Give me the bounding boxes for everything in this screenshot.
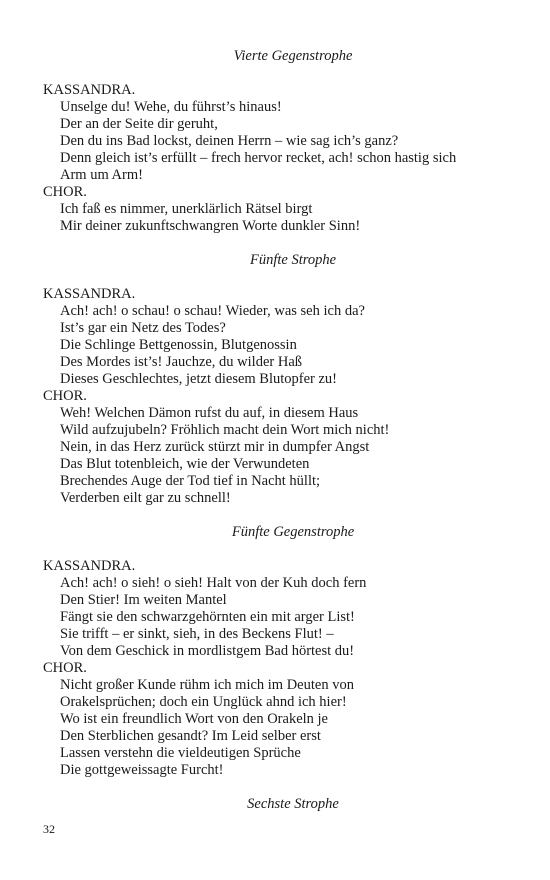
verse-line: Den Stier! Im weiten Mantel — [60, 592, 227, 608]
verse-line: Den du ins Bad lockst, deinen Herrn – wie sag ich’s ganz? — [60, 133, 399, 149]
speaker-name: CHOR. — [43, 388, 87, 404]
verse-line: Wo ist ein freundlich Wort von den Orakeln je — [60, 711, 328, 727]
verse-line: Der an der Seite dir geruht, — [60, 116, 218, 132]
verse-line: Lassen verstehn die vieldeutigen Sprüche — [60, 745, 301, 761]
verse-line: Orakelsprüchen; doch ein Unglück ahnd ich hier! — [60, 694, 347, 710]
verse-line: Fängt sie den schwarzgehörnten ein mit arger List! — [60, 609, 355, 625]
verse-line: Die Schlinge Bettgenossin, Blutgenossin — [60, 337, 297, 353]
speaker-name: CHOR. — [43, 660, 87, 676]
verse-line: Das Blut totenbleich, wie der Verwundeten — [60, 456, 310, 472]
verse-line: Brechendes Auge der Tod tief in Nacht hüllt; — [60, 473, 321, 489]
verse-line: Von dem Geschick in mordlistgem Bad hörtest du! — [60, 643, 355, 659]
section-heading: Fünfte Gegenstrophe — [231, 524, 355, 540]
speaker-name: KASSANDRA. — [43, 286, 136, 302]
verse-line: Ach! ach! o sieh! o sieh! Halt von der Kuh doch fern — [60, 575, 367, 591]
verse-line: Ich faß es nimmer, unerklärlich Rätsel birgt — [60, 201, 313, 217]
verse-line: Arm um Arm! — [60, 167, 143, 183]
verse-line: Nein, in das Herz zurück stürzt mir in dumpfer Angst — [60, 439, 370, 455]
verse-line: Ach! ach! o schau! o schau! Wieder, was seh ich da? — [60, 303, 365, 319]
speaker-name: KASSANDRA. — [43, 558, 136, 574]
section-heading: Fünfte Strophe — [249, 252, 337, 268]
section-heading: Vierte Gegenstrophe — [233, 48, 353, 64]
page-number: 32 — [43, 822, 55, 836]
verse-line: Weh! Welchen Dämon rufst du auf, in diesem Haus — [60, 405, 359, 421]
verse-line: Nicht großer Kunde rühm ich mich im Deuten von — [60, 677, 354, 693]
section-body — [43, 82, 513, 235]
verse-line: Die gottgeweissagte Furcht! — [60, 762, 224, 778]
section-body — [43, 558, 513, 779]
verse-line: Verderben eilt gar zu schnell! — [60, 490, 231, 506]
speaker-name: CHOR. — [43, 184, 87, 200]
verse-line: Unselge du! Wehe, du führst’s hinaus! — [60, 99, 282, 115]
section-body — [43, 286, 513, 507]
verse-line: Ist’s gar ein Netz des Todes? — [60, 320, 226, 336]
verse-line: Sie trifft – er sinkt, sieh, in des Beckens Flut! – — [60, 626, 334, 642]
verse-line: Den Sterblichen gesandt? Im Leid selber erst — [60, 728, 321, 744]
verse-line: Wild aufzujubeln? Fröhlich macht dein Wort mich nicht! — [60, 422, 390, 438]
verse-line: Dieses Geschlechtes, jetzt diesem Blutopfer zu! — [60, 371, 338, 387]
speaker-name: KASSANDRA. — [43, 82, 136, 98]
verse-line: Denn gleich ist’s erfüllt – frech hervor recket, ach! schon hastig sich — [60, 150, 457, 166]
verse-line: Mir deiner zukunftschwangren Worte dunkler Sinn! — [60, 218, 361, 234]
page-content — [43, 48, 513, 830]
section-heading: Sechste Strophe — [247, 796, 339, 812]
verse-line: Des Mordes ist’s! Jauchze, du wilder Haß — [60, 354, 303, 370]
